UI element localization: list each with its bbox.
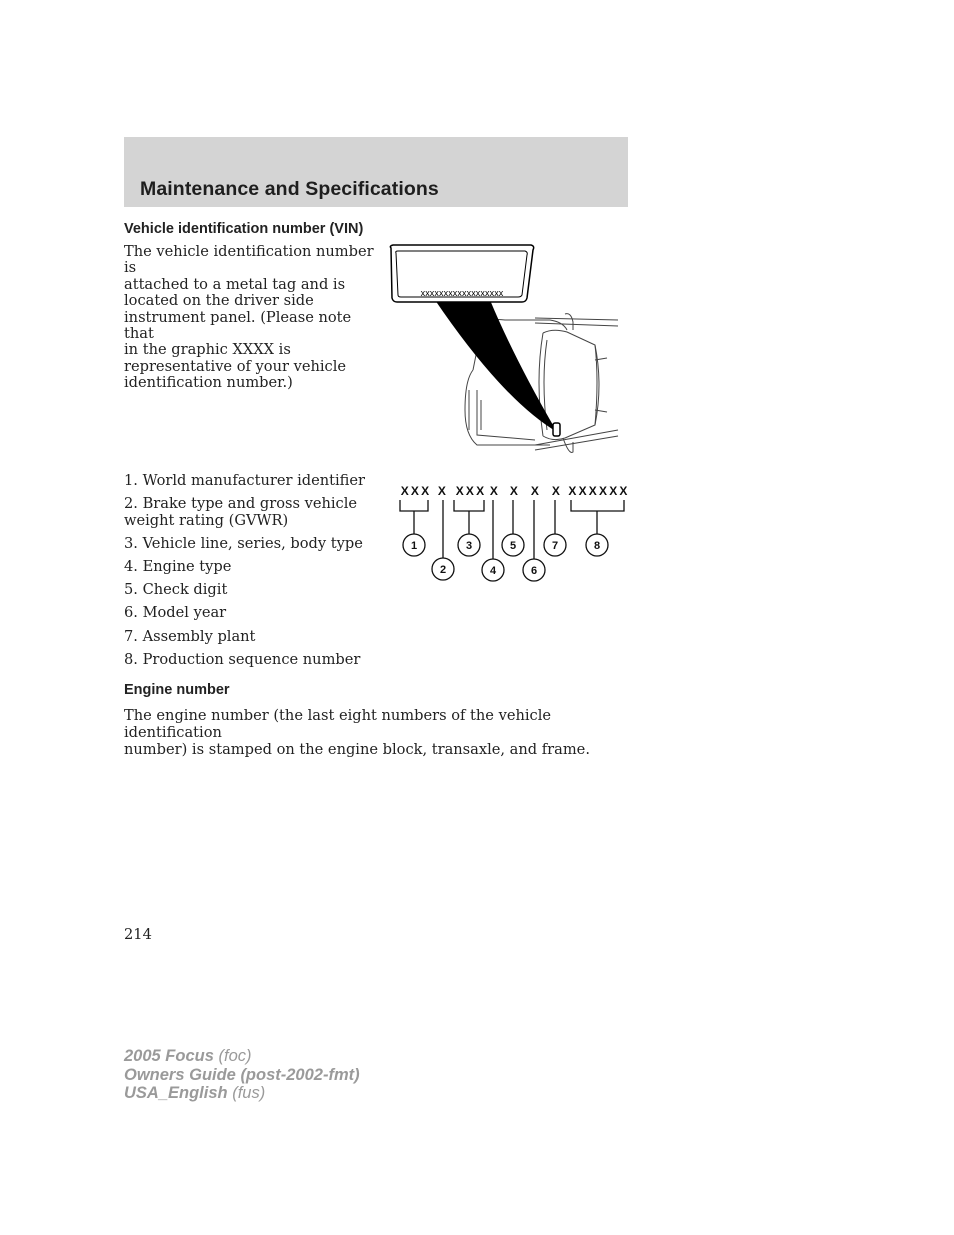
footer-guide: Owners Guide (post-2002-fmt) — [124, 1065, 360, 1084]
vin-description-line: The vehicle identification number is — [124, 243, 374, 277]
callout-number: 6 — [530, 565, 538, 577]
list-item: 3. Vehicle line, series, body type — [124, 535, 363, 553]
callout-number: 2 — [439, 564, 447, 576]
footer-language: USA_English — [124, 1084, 228, 1102]
page-number: 214 — [124, 926, 152, 943]
callout-number: 8 — [593, 540, 601, 552]
list-item: 2. Brake type and gross vehicle weight rating (GVWR) — [124, 495, 358, 529]
vin-description — [124, 244, 379, 392]
vin-plate-text: xxxxxxxxxxxxxxxxxx — [420, 288, 504, 298]
list-item: 4. Engine type — [124, 557, 232, 575]
vin-group-text: X — [489, 484, 501, 498]
callout-number: 3 — [465, 540, 473, 552]
section-header — [124, 137, 628, 207]
list-item: 8. Production sequence number — [124, 651, 361, 669]
engine-number-description — [124, 707, 624, 758]
vin-group-text: X — [437, 484, 449, 498]
engine-description-line: The engine number (the last eight numbers of the vehicle identification — [124, 707, 552, 741]
vin-legend-list — [124, 473, 374, 669]
list-item: 7. Assembly plant — [124, 627, 256, 645]
list-item: 1. World manufacturer identifier — [124, 472, 366, 489]
vin-description-line: attached to a metal tag and is — [124, 275, 346, 293]
document-footer — [124, 1047, 360, 1103]
vin-plate — [390, 245, 533, 302]
page-title: Maintenance and Specifications — [140, 178, 439, 200]
vin-heading: Vehicle identification number (VIN) — [124, 221, 364, 237]
vin-tag-location — [553, 423, 560, 436]
vin-description-line: representative of your vehicle — [124, 357, 347, 375]
callout-number: 1 — [410, 540, 418, 552]
vin-group-text: X — [509, 484, 521, 498]
vin-group-text: XXXXXX — [568, 484, 630, 498]
vin-group-text: XXX — [455, 484, 487, 498]
callout-number: 5 — [509, 540, 517, 552]
footer-language-code: (fus) — [232, 1084, 266, 1102]
vin-group-text: X — [530, 484, 542, 498]
callout-number: 4 — [489, 565, 497, 577]
vin-description-line: located on the driver side — [124, 292, 314, 310]
list-item: 6. Model year — [124, 604, 227, 622]
vin-group-text: X — [551, 484, 563, 498]
vin-group-text: XXX — [400, 484, 432, 498]
callout-number: 7 — [551, 540, 559, 552]
engine-description-line: number) is stamped on the engine block, transaxle, and frame. — [124, 741, 590, 758]
footer-model-code: (foc) — [218, 1047, 252, 1065]
vin-breakdown-diagram — [390, 478, 635, 588]
engine-number-heading: Engine number — [124, 682, 230, 698]
vin-description-line: identification number.) — [124, 374, 293, 392]
footer-model: 2005 Focus — [124, 1047, 214, 1065]
vin-description-line: instrument panel. (Please note that — [124, 308, 352, 343]
vin-description-line: in the graphic XXXX is — [124, 341, 291, 359]
vin-location-illustration — [385, 240, 625, 465]
list-item: 5. Check digit — [124, 581, 228, 599]
